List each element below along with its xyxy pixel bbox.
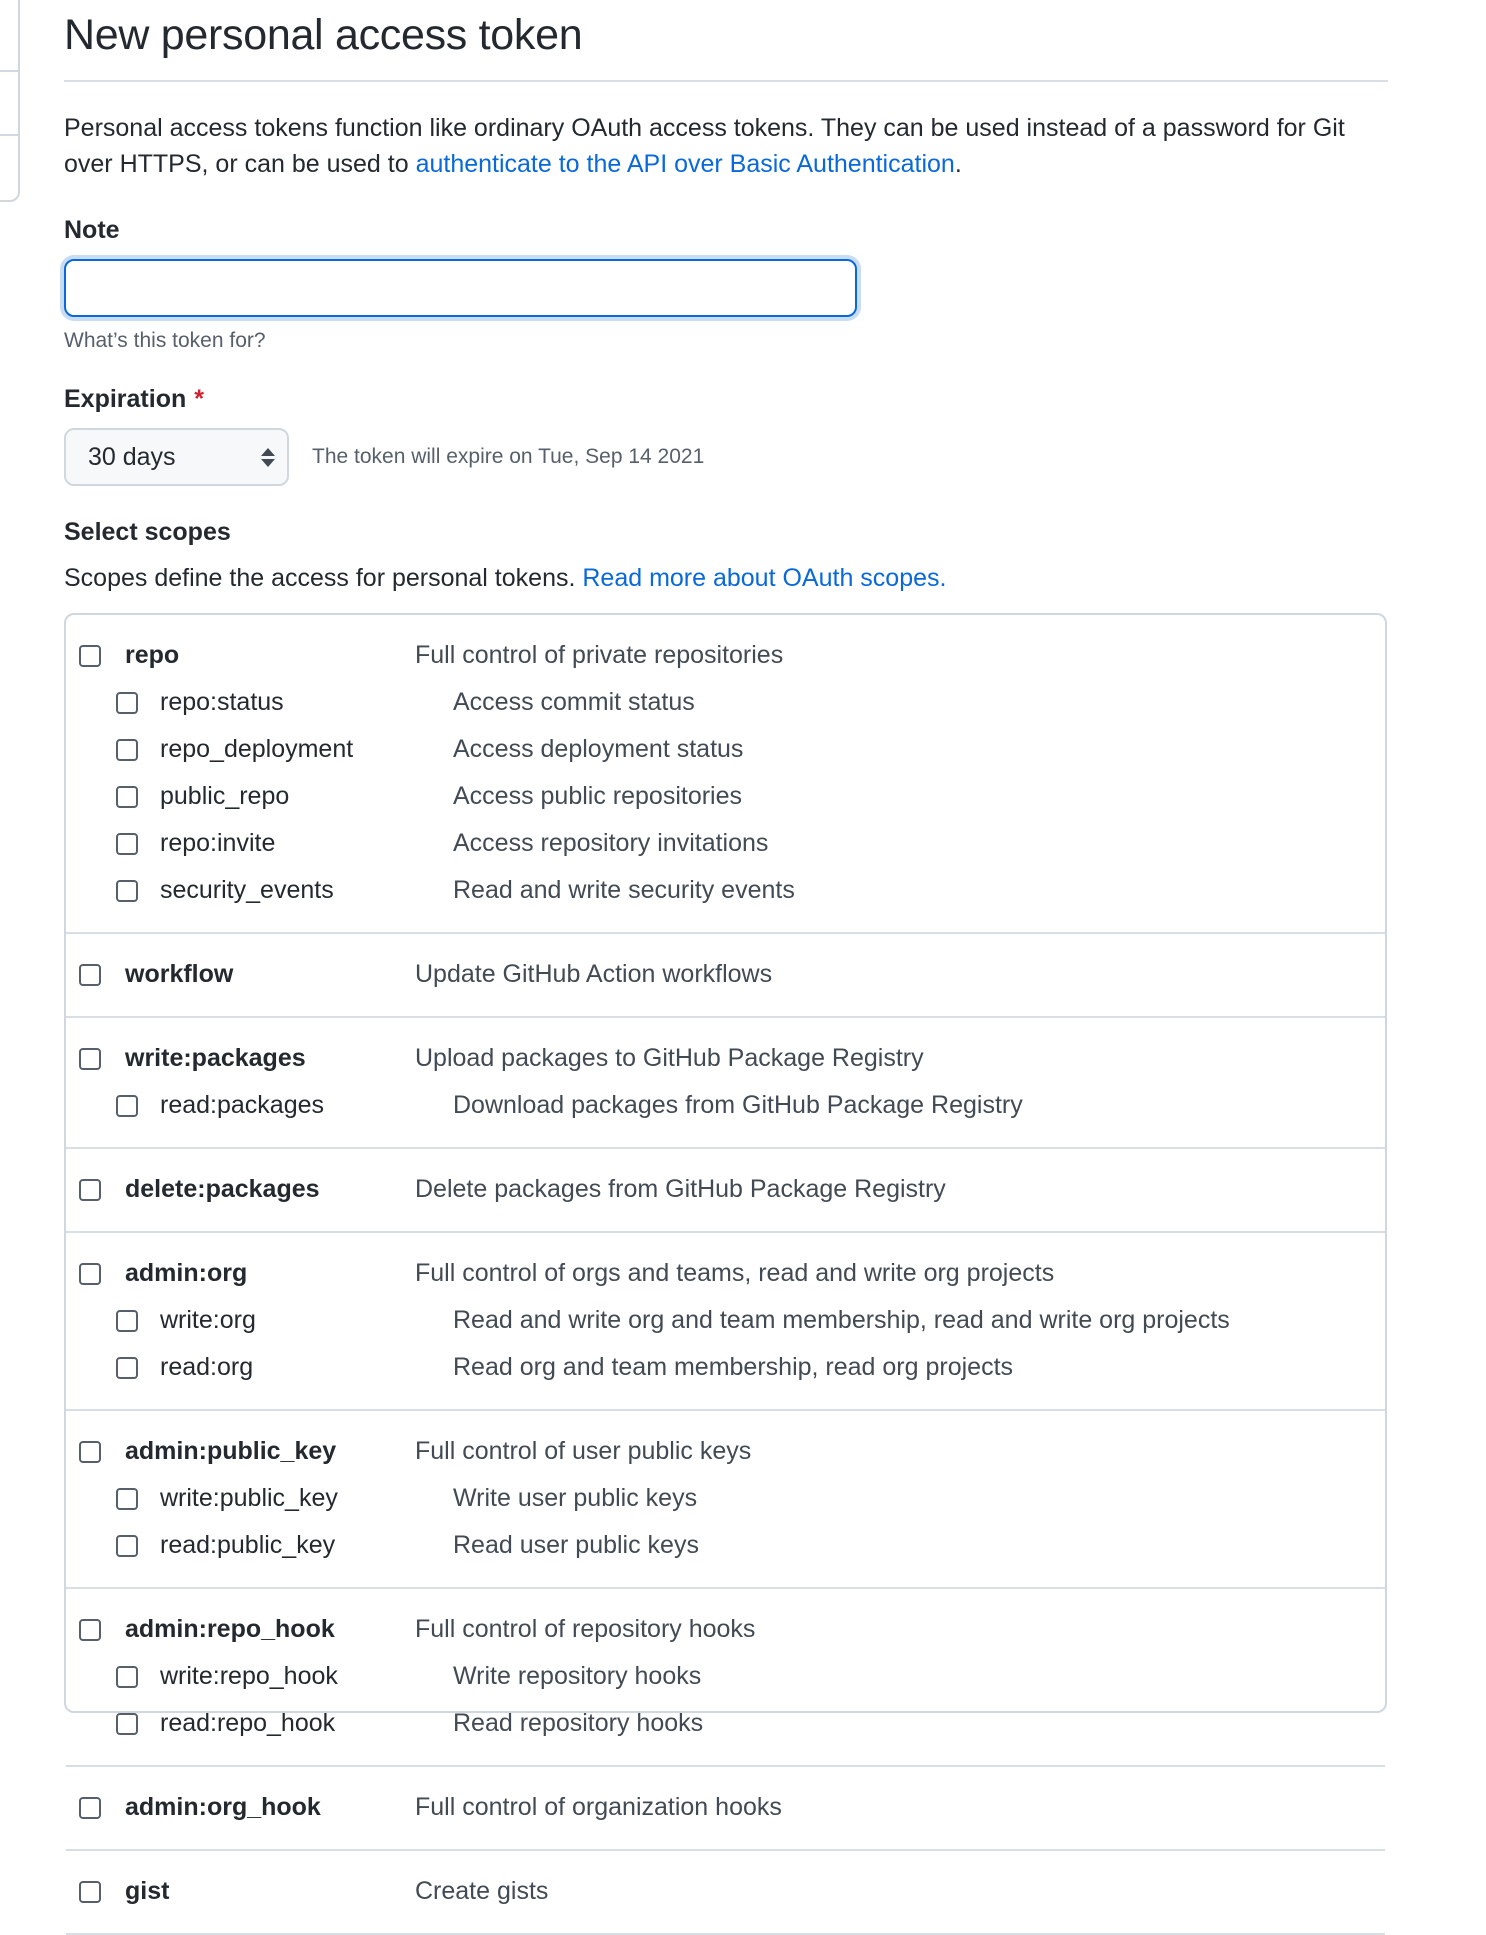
scope-checkbox[interactable] — [116, 1713, 138, 1735]
scope-description: Upload packages to GitHub Package Registry — [415, 1044, 924, 1073]
scope-group — [66, 1411, 1385, 1589]
scope-description: Download packages from GitHub Package Registry — [453, 1091, 1023, 1120]
scope-name[interactable]: admin:public_key — [125, 1437, 337, 1466]
note-hint: What’s this token for? — [64, 329, 266, 352]
scope-name[interactable]: admin:org_hook — [125, 1793, 321, 1822]
scope-row-child[interactable] — [66, 1297, 1385, 1344]
scope-row-parent[interactable] — [66, 1166, 1385, 1213]
scope-checkbox[interactable] — [79, 1179, 101, 1201]
scope-checkbox[interactable] — [79, 1441, 101, 1463]
scope-row-child[interactable] — [66, 679, 1385, 726]
scope-checkbox[interactable] — [116, 1095, 138, 1117]
scope-name[interactable]: read:public_key — [160, 1531, 336, 1560]
oauth-scopes-link[interactable]: Read more about OAuth scopes. — [582, 564, 947, 593]
scope-group — [66, 1589, 1385, 1767]
scope-row-parent[interactable] — [66, 1428, 1385, 1475]
scope-checkbox[interactable] — [116, 1666, 138, 1688]
scope-name[interactable]: repo — [125, 641, 180, 670]
scope-checkbox[interactable] — [116, 833, 138, 855]
token-form-page — [64, 0, 1388, 1906]
scope-row-parent[interactable] — [66, 632, 1385, 679]
expiration-label-text: Expiration — [64, 385, 187, 414]
scope-row-child[interactable] — [66, 1700, 1385, 1747]
scopes-desc-text: Scopes define the access for personal tokens. — [64, 564, 583, 593]
scope-description: Update GitHub Action workflows — [415, 960, 773, 989]
intro-text-before: Personal access tokens function like ordinary OAuth access tokens. They can be used instead of a password for Git over HTTPS, or can be used to — [64, 114, 1345, 178]
scope-description: Access commit status — [453, 688, 695, 717]
scope-group — [66, 615, 1385, 934]
scope-checkbox[interactable] — [79, 1263, 101, 1285]
sidebar-divider — [0, 134, 18, 136]
scope-name[interactable]: read:packages — [160, 1091, 325, 1120]
expiration-label — [64, 387, 1388, 412]
scope-group — [66, 934, 1385, 1018]
scope-group — [66, 1233, 1385, 1411]
scope-checkbox[interactable] — [116, 1535, 138, 1557]
scope-name[interactable]: repo:invite — [160, 829, 276, 858]
scope-name[interactable]: delete:packages — [125, 1175, 320, 1204]
scope-description: Read and write security events — [453, 876, 795, 905]
scope-row-parent[interactable] — [66, 1250, 1385, 1297]
basic-auth-link[interactable]: authenticate to the API over Basic Authentication — [415, 150, 955, 178]
scope-checkbox[interactable] — [116, 692, 138, 714]
scope-row-parent[interactable] — [66, 951, 1385, 998]
scope-description: Write repository hooks — [453, 1662, 702, 1691]
scope-row-child[interactable] — [66, 1653, 1385, 1700]
scope-description: Read org and team membership, read org projects — [453, 1353, 1014, 1382]
scope-group — [66, 1018, 1385, 1149]
scope-name[interactable]: workflow — [125, 960, 234, 989]
scope-group — [66, 1851, 1385, 1935]
intro-text-after: . — [954, 150, 962, 178]
scope-row-parent[interactable] — [66, 1035, 1385, 1082]
scope-row-child[interactable] — [66, 726, 1385, 773]
scope-name[interactable]: public_repo — [160, 782, 290, 811]
scope-description: Create gists — [415, 1877, 549, 1906]
scope-name[interactable]: write:packages — [125, 1044, 306, 1073]
note-label: Note — [64, 216, 120, 244]
scope-description: Access repository invitations — [453, 829, 769, 858]
expiration-selected-value: 30 days — [88, 442, 176, 471]
note-input[interactable] — [64, 259, 857, 317]
scope-name[interactable]: read:repo_hook — [160, 1709, 336, 1738]
intro-text — [64, 110, 1388, 182]
scope-name[interactable]: security_events — [160, 876, 334, 905]
scope-row-child[interactable] — [66, 867, 1385, 914]
expiration-select[interactable] — [64, 428, 289, 486]
select-arrows-icon — [261, 448, 275, 467]
scope-row-child[interactable] — [66, 1475, 1385, 1522]
scope-description: Full control of orgs and teams, read and write org projects — [415, 1259, 1055, 1288]
scope-checkbox[interactable] — [79, 1619, 101, 1641]
page-title: New personal access token — [64, 0, 1388, 82]
scope-name[interactable]: repo_deployment — [160, 735, 354, 764]
scope-checkbox[interactable] — [79, 1048, 101, 1070]
scope-description: Full control of organization hooks — [415, 1793, 782, 1822]
scope-name[interactable]: admin:org — [125, 1259, 248, 1288]
scope-row-parent[interactable] — [66, 1784, 1385, 1831]
scope-checkbox[interactable] — [116, 739, 138, 761]
scope-description: Delete packages from GitHub Package Registry — [415, 1175, 946, 1204]
scope-name[interactable]: admin:repo_hook — [125, 1615, 335, 1644]
expiration-note: The token will expire on Tue, Sep 14 2021 — [312, 445, 705, 469]
settings-sidebar-edge — [0, 0, 20, 202]
scope-row-parent[interactable] — [66, 1606, 1385, 1653]
scope-name[interactable]: write:public_key — [160, 1484, 338, 1513]
scope-row-child[interactable] — [66, 773, 1385, 820]
scope-row-child[interactable] — [66, 820, 1385, 867]
scope-description: Read and write org and team membership, read and write org projects — [453, 1306, 1230, 1335]
scope-description: Read user public keys — [453, 1531, 699, 1560]
scope-checkbox[interactable] — [79, 1797, 101, 1819]
scope-name[interactable]: gist — [125, 1877, 170, 1906]
scope-name[interactable]: write:org — [160, 1306, 256, 1335]
scope-checkbox[interactable] — [116, 1310, 138, 1332]
scope-group — [66, 1767, 1385, 1851]
scope-description: Read repository hooks — [453, 1709, 704, 1738]
required-mark: * — [194, 385, 204, 414]
scope-checkbox[interactable] — [116, 880, 138, 902]
scope-name[interactable]: write:repo_hook — [160, 1662, 338, 1691]
scope-description: Full control of private repositories — [415, 641, 784, 670]
scope-name[interactable]: read:org — [160, 1353, 254, 1382]
scope-group — [66, 1149, 1385, 1233]
scope-row-child[interactable] — [66, 1082, 1385, 1129]
scope-checkbox[interactable] — [116, 1357, 138, 1379]
scope-row-child[interactable] — [66, 1522, 1385, 1569]
scope-description: Access deployment status — [453, 735, 744, 764]
scope-checkbox[interactable] — [79, 645, 101, 667]
scope-name[interactable]: repo:status — [160, 688, 284, 717]
scope-description: Access public repositories — [453, 782, 743, 811]
scope-checkbox[interactable] — [79, 1881, 101, 1903]
scope-description: Write user public keys — [453, 1484, 698, 1513]
scope-description: Full control of repository hooks — [415, 1615, 756, 1644]
scopes-description — [64, 563, 1388, 593]
scope-checkbox[interactable] — [116, 786, 138, 808]
scope-checkbox[interactable] — [116, 1488, 138, 1510]
sidebar-divider — [0, 70, 18, 72]
scope-row-parent[interactable] — [66, 1868, 1385, 1915]
expiration-row — [64, 428, 1388, 486]
scopes-title: Select scopes — [64, 518, 231, 547]
scope-checkbox[interactable] — [79, 964, 101, 986]
scope-description: Full control of user public keys — [415, 1437, 752, 1466]
scopes-list — [64, 613, 1387, 1906]
scope-row-child[interactable] — [66, 1344, 1385, 1391]
